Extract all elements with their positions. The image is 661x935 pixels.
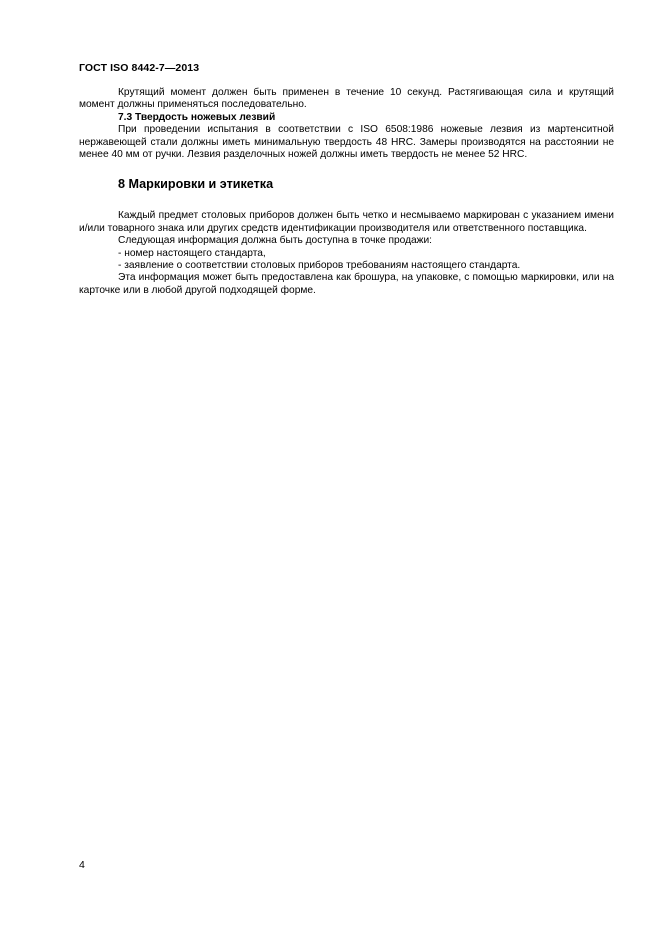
paragraph-info-intro: Следующая информация должна быть доступна в точке продажи: <box>118 235 433 247</box>
paragraph-torque: Крутящий момент должен быть применен в течение 10 секунд. Растягивающая сила и крутящий момент должны применяться последовательно. <box>79 87 614 111</box>
document-body <box>79 87 614 297</box>
page-number: 4 <box>79 859 85 871</box>
paragraph-marking: Каждый предмет столовых приборов должен быть четко и несмываемо маркирован с указанием имени и/или товарного знака или других средств идентификации производителя или ответственного поставщика. <box>79 210 614 234</box>
subsection-title: 7.3 Твердость ножевых лезвий <box>118 111 276 123</box>
paragraph-info-form: Эта информация может быть предоставлена как брошура, на упаковке, с помощью маркировки, или на карточке или в любой другой подходящей форме. <box>79 272 614 296</box>
document-code-header: ГОСТ ISO 8442-7—2013 <box>79 62 200 74</box>
list-item-standard-number: - номер настоящего стандарта, <box>118 247 266 259</box>
section-title: 8 Маркировки и этикетка <box>118 177 274 192</box>
list-item-conformity-statement: - заявление о соответствии столовых приборов требованиям настоящего стандарта. <box>118 260 521 272</box>
paragraph-hardness: При проведении испытания в соответствии с ISO 6508:1986 ножевые лезвия из мартенситной нержавеющей стали должны иметь минимальную твердость 48 HRC. Замеры производятся на расстоянии не менее 40 мм от ручки. Лезвия разделочных ножей должны иметь твердость не менее 52 HRC. <box>79 124 614 161</box>
